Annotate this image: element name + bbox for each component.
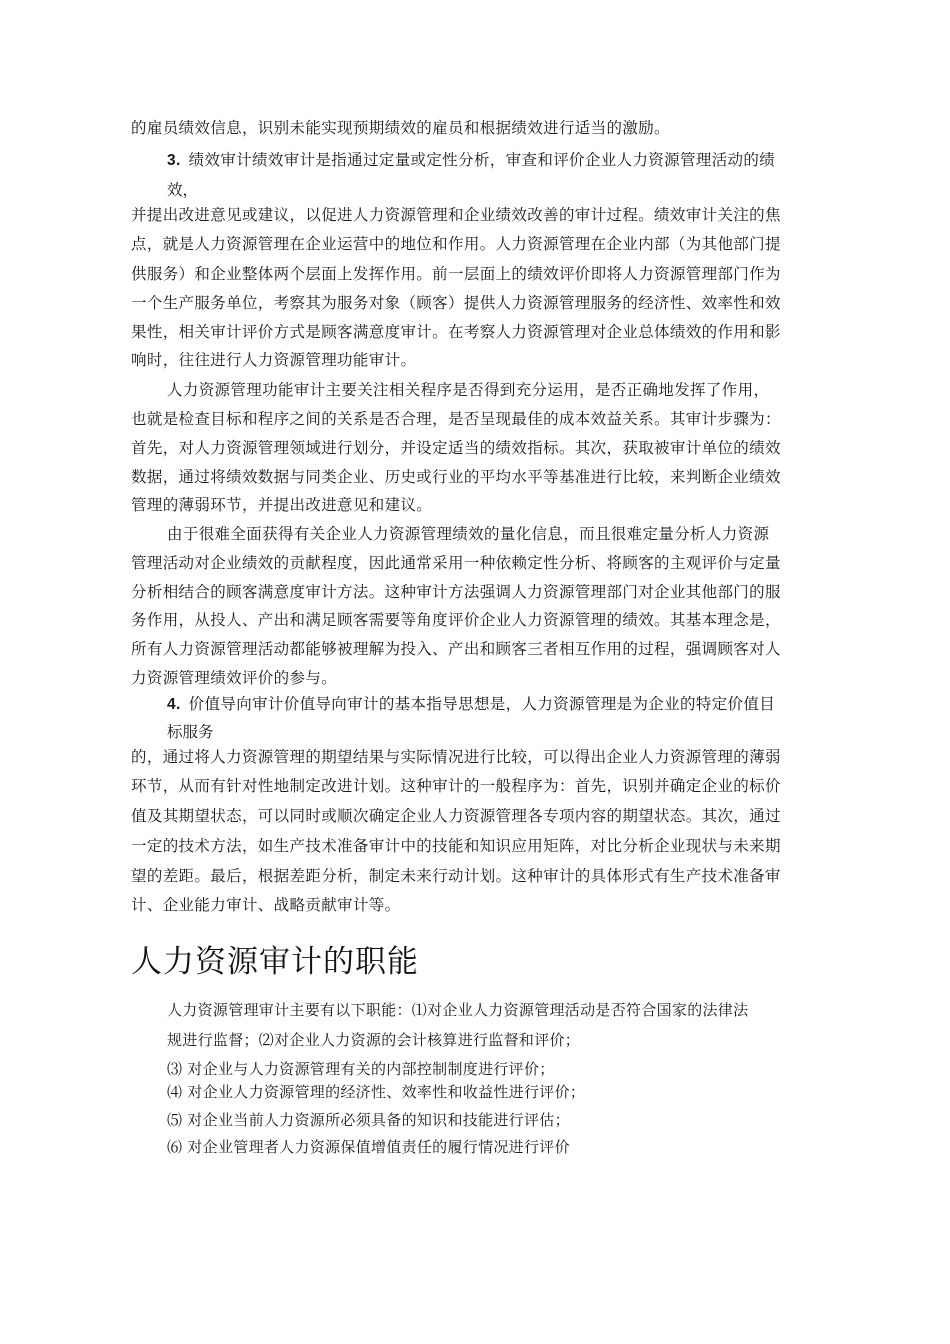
paragraph-line: 数据，通过将绩效数据与同类企业、历史或行业的平均水平等基准进行比较，来判断企业绩效 xyxy=(131,468,781,486)
paragraph-line: 一定的技术方法，如生产技术准备审计中的技能和知识应用矩阵，对比分析企业现状与未来期 xyxy=(131,837,781,855)
paragraph-line: 分析相结合的顾客满意度审计方法。这种审计方法强调人力资源管理部门对企业其他部门的服 xyxy=(131,583,781,601)
section-title: 人力资源审计的职能 xyxy=(131,944,419,980)
section-4-heading-text: 价值导向审计价值导向审计的基本指导思想是，人力资源管理是为企业的特定价值目 xyxy=(188,695,776,713)
section-3-heading-text: 绩效审计绩效审计是指通过定量或定性分析，审查和评价企业人力资源管理活动的绩 xyxy=(188,151,776,169)
section-4-heading xyxy=(167,694,775,715)
paragraph-line: 值及其期望状态，可以同时或顺次确定企业人力资源管理各专项内容的期望状态。其次，通过 xyxy=(131,807,781,825)
section-3-heading xyxy=(167,150,775,171)
paragraph-line: 务作用，从投人、产出和满足顾客需要等角度评价企业人力资源管理的绩效。其基本理念是， xyxy=(131,611,781,629)
section-number: 4. xyxy=(167,696,181,713)
paragraph-line: 望的差距。最后，根据差距分析，制定未来行动计划。这种审计的具体形式有生产技术准备审 xyxy=(131,867,781,885)
paragraph-line: 由于很难全面获得有关企业人力资源管理绩效的量化信息，而且很难定量分析人力资源 xyxy=(167,525,770,543)
section-4-heading-cont: 标服务 xyxy=(167,723,214,741)
function-item: ⑹ 对企业管理者人力资源保值增值责任的履行情况进行评价 xyxy=(167,1138,570,1156)
paragraph-line: 环节，从而有针对性地制定改进计划。这种审计的一般程序为：首先，识别并确定企业的标价 xyxy=(131,777,781,795)
function-item: ⑶ 对企业与人力资源管理有关的内部控制制度进行评价； xyxy=(167,1060,555,1078)
paragraph-line: 的雇员绩效信息，识别未能实现预期绩效的雇员和根据绩效进行适当的激励。 xyxy=(131,119,670,137)
paragraph-line: 力资源管理绩效评价的参与。 xyxy=(131,669,338,687)
paragraph-line: 管理的薄弱环节，并提出改进意见和建议。 xyxy=(131,496,433,514)
paragraph-line: 也就是检查目标和程序之间的关系是否合理，是否呈现最佳的成本效益关系。其审计步骤为： xyxy=(131,410,781,428)
paragraph-line: 所有人力资源管理活动都能够被理解为投入、产出和顾客三者相互作用的过程，强调顾客对人 xyxy=(131,640,781,658)
functions-intro: 人力资源管理审计主要有以下职能：⑴对企业人力资源管理活动是否符合国家的法律法 xyxy=(167,1001,749,1019)
paragraph-line: 人力资源管理功能审计主要关注相关程序是否得到充分运用，是否正确地发挥了作用， xyxy=(167,381,770,399)
functions-intro: 规进行监督；⑵对企业人力资源的会计核算进行监督和评价； xyxy=(167,1031,581,1049)
paragraph-line: 果性，相关审计评价方式是顾客满意度审计。在考察人力资源管理对企业总体绩效的作用和影 xyxy=(131,323,781,341)
paragraph-line: 管理活动对企业绩效的贡献程度，因此通常采用一种依赖定性分析、将顾客的主观评价与定量 xyxy=(131,554,781,572)
paragraph-line: 的，通过将人力资源管理的期望结果与实际情况进行比较，可以得出企业人力资源管理的薄弱 xyxy=(131,748,781,766)
paragraph-line: 一个生产服务单位，考察其为服务对象（顾客）提供人力资源管理服务的经济性、效率性和效 xyxy=(131,294,781,312)
paragraph-line: 响时，往往进行人力资源管理功能审计。 xyxy=(131,351,417,369)
paragraph-line: 供服务）和企业整体两个层面上发挥作用。前一层面上的绩效评价即将人力资源管理部门作为 xyxy=(131,265,781,283)
section-number: 3. xyxy=(167,152,181,169)
paragraph-line: 并提出改进意见或建议，以促进人力资源管理和企业绩效改善的审计过程。绩效审计关注的焦 xyxy=(131,206,781,224)
function-item: ⑷ 对企业人力资源管理的经济性、效率性和收益性进行评价； xyxy=(167,1083,586,1101)
paragraph-line: 首先，对人力资源管理领域进行划分，并设定适当的绩效指标。其次，获取被审计单位的绩效 xyxy=(131,439,781,457)
paragraph-line: 计、企业能力审计、战略贡献审计等。 xyxy=(131,896,401,914)
paragraph-line: 点，就是人力资源管理在企业运营中的地位和作用。人力资源管理在企业内部（为其他部门提 xyxy=(131,235,781,253)
function-item: ⑸ 对企业当前人力资源所必须具备的知识和技能进行评估； xyxy=(167,1111,570,1129)
section-3-heading-cont: 效， xyxy=(167,181,199,199)
